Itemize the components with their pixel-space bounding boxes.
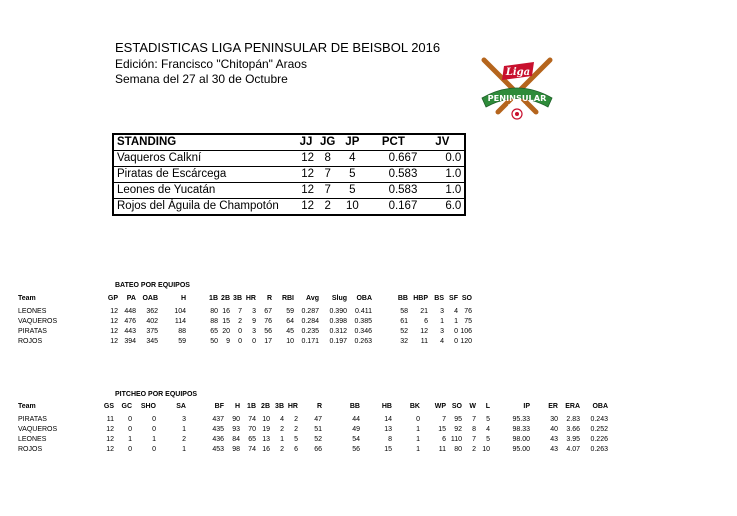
batting-cell-2b: 9 [226,338,230,345]
batting-cell-h: 88 [178,328,186,335]
batting-cell-hr: 9 [252,318,256,325]
standing-jp: 5 [338,183,366,199]
standing-jj: 12 [295,151,317,167]
batting-cell-hr: 3 [252,308,256,315]
batting-cell-bb: 52 [400,328,408,335]
pitching-cell-hb: 13 [384,426,392,433]
batting-cell-bb: 32 [400,338,408,345]
pitching-cell-wp: 11 [438,446,446,453]
pitching-cell-w: 8 [472,426,476,433]
standing-team: Piratas de Escárcega [113,167,295,183]
standing-jj: 12 [295,199,317,216]
batting-cell-avg: 0.287 [301,308,319,315]
pitching-cell-3b: 1 [280,436,284,443]
pitching-header-3b: 3B [275,403,284,410]
batting-cell-pa: 443 [124,328,136,335]
pitching-cell-2b: 19 [262,426,270,433]
batting-cell-r: 56 [264,328,272,335]
pitching-header-2b: 2B [261,403,270,410]
standing-jp: 5 [338,167,366,183]
batting-cell-slug: 0.197 [329,338,347,345]
pitching-cell-team: LEONES [18,436,47,443]
pitching-header-team: Team [18,403,36,410]
pitching-header-sa: SA [176,403,186,410]
batting-cell-so: 106 [460,328,472,335]
pitching-header-ip: IP [523,403,530,410]
pitching-cell-hr: 5 [294,436,298,443]
pitching-cell-bb: 54 [352,436,360,443]
standing-jj: 12 [295,167,317,183]
pitching-cell-er: 30 [550,416,558,423]
pitching-cell-h: 84 [232,436,240,443]
pitching-header-gs: GS [103,403,114,410]
pitching-header-wp: WP [434,403,446,410]
pitching-cell-l: 5 [486,436,490,443]
pitching-header-bb: BB [349,403,360,410]
batting-cell-team: VAQUEROS [18,318,58,325]
pitching-cell-hb: 8 [388,436,392,443]
batting-cell-sf: 1 [454,318,458,325]
batting-cell-r: 76 [264,318,272,325]
batting-cell-bb: 58 [400,308,408,315]
pitching-cell-hr: 6 [294,446,298,453]
batting-cell-hbp: 11 [420,338,428,345]
batting-cell-gp: 12 [110,308,118,315]
batting-header-bb: BB [397,295,408,302]
batting-cell-oba: 0.385 [354,318,372,325]
pitching-cell-3b: 4 [280,416,284,423]
batting-cell-sf: 4 [454,308,458,315]
pitching-cell-w: 2 [472,446,476,453]
pitching-cell-gs: 12 [106,446,114,453]
batting-row [18,317,472,327]
batting-cell-2b: 16 [222,308,230,315]
standing-row [113,199,465,216]
pitching-cell-er: 40 [550,426,558,433]
pitching-cell-er: 43 [550,446,558,453]
pitching-cell-ip: 98.33 [512,426,530,433]
pitching-header-w: W [469,403,476,410]
batting-cell-hbp: 21 [420,308,428,315]
pitching-cell-h: 98 [232,446,240,453]
pitching-header-so: SO [451,403,462,410]
standing-jv: 1.0 [420,167,465,183]
batting-cell-bs: 1 [440,318,444,325]
pitching-cell-2b: 10 [262,416,270,423]
pitching-cell-sa: 3 [182,416,186,423]
batting-cell-r: 67 [264,308,272,315]
pitching-header-h: H [234,403,240,410]
batting-cell-pa: 476 [124,318,136,325]
batting-cell-pa: 448 [124,308,136,315]
pitching-header-1b: 1B [247,403,256,410]
pitching-cell-bf: 453 [212,446,224,453]
batting-cell-sf: 0 [454,338,458,345]
batting-cell-3b: 0 [238,338,242,345]
batting-row [18,307,472,317]
standing-jg: 8 [317,151,338,167]
document-title: ESTADISTICAS LIGA PENINSULAR DE BEISBOL 2016 [115,40,441,55]
pitching-row [18,415,608,425]
batting-cell-oab: 362 [146,308,158,315]
pitching-cell-gc: 1 [128,436,132,443]
pitching-cell-l: 5 [486,416,490,423]
batting-cell-slug: 0.390 [329,308,347,315]
batting-cell-gp: 12 [110,328,118,335]
pitching-cell-bf: 437 [212,416,224,423]
batting-cell-h: 114 [174,318,186,325]
pitching-cell-sa: 1 [182,446,186,453]
pitching-cell-h: 93 [232,426,240,433]
logo-script-text: Liga [505,67,531,78]
pitching-cell-hb: 14 [384,416,392,423]
pitching-header-hb: HB [381,403,392,410]
pitching-cell-sho: 0 [152,416,156,423]
pitching-cell-oba: 0.226 [590,436,608,443]
pitching-title: PITCHEO POR EQUIPOS [115,391,198,398]
batting-cell-rbi: 64 [286,318,294,325]
batting-cell-sf: 0 [454,328,458,335]
pitching-cell-wp: 6 [442,436,446,443]
batting-cell-3b: 7 [238,308,242,315]
batting-cell-team: LEONES [18,308,47,315]
pitching-cell-gs: 12 [106,426,114,433]
pitching-header-bk: BK [409,403,420,410]
batting-cell-oba: 0.346 [354,328,372,335]
batting-header-h: H [180,295,186,302]
pitching-cell-3b: 2 [280,426,284,433]
pitching-cell-so: 80 [454,446,462,453]
batting-cell-avg: 0.284 [301,318,319,325]
batting-cell-h: 104 [174,308,186,315]
batting-cell-hbp: 6 [424,318,428,325]
batting-cell-h: 59 [178,338,186,345]
pitching-header-sho: SHO [140,403,156,410]
batting-cell-oba: 0.411 [355,308,372,315]
pitching-cell-r: 52 [314,436,322,443]
batting-cell-r: 17 [264,338,272,345]
pitching-cell-hr: 2 [294,426,298,433]
batting-cell-1b: 65 [210,328,218,335]
pitching-cell-sho: 0 [152,446,156,453]
pitching-cell-w: 7 [472,436,476,443]
batting-cell-2b: 15 [222,318,230,325]
standing-jp: 4 [338,151,366,167]
standing-pct: 0.583 [366,167,420,183]
standing-jv: 0.0 [420,151,465,167]
pitching-cell-h: 90 [232,416,240,423]
batting-cell-gp: 12 [110,338,118,345]
pitching-cell-2b: 16 [262,446,270,453]
liga-peninsular-logo [474,52,560,122]
pitching-cell-bb: 44 [352,416,360,423]
pitching-cell-ip: 98.00 [512,436,530,443]
batting-row [18,327,472,337]
standing-header-jv: JV [420,134,465,151]
batting-cell-3b: 2 [238,318,242,325]
pitching-cell-w: 7 [472,416,476,423]
batting-cell-bs: 3 [440,328,444,335]
batting-header-oba: OBA [356,295,372,302]
standing-jv: 6.0 [420,199,465,216]
pitching-cell-sho: 1 [152,436,156,443]
batting-cell-oab: 375 [146,328,158,335]
pitching-header-er: ER [548,403,558,410]
standing-pct: 0.167 [366,199,420,216]
standing-pct: 0.583 [366,183,420,199]
pitching-cell-wp: 15 [438,426,446,433]
batting-cell-rbi: 45 [286,328,294,335]
batting-header-team: Team [18,295,36,302]
standing-header-jp: JP [338,134,366,151]
batting-cell-hbp: 12 [420,328,428,335]
standing-table [112,133,466,216]
logo-main-text: PENINSULAR [487,93,547,103]
pitching-cell-gc: 0 [128,416,132,423]
pitching-cell-bk: 0 [416,416,420,423]
standing-header-pct: PCT [366,134,420,151]
batting-header-pa: PA [126,295,136,302]
batting-cell-slug: 0.398 [329,318,347,325]
standing-jg: 2 [317,199,338,216]
pitching-cell-ip: 95.33 [512,416,530,423]
standing-jv: 1.0 [420,183,465,199]
pitching-cell-so: 95 [454,416,462,423]
batting-cell-1b: 80 [210,308,218,315]
batting-header-avg: Avg [306,295,319,302]
batting-cell-hr: 0 [252,338,256,345]
pitching-cell-team: VAQUEROS [18,426,58,433]
pitching-header-l: L [485,403,490,410]
batting-cell-rbi: 10 [286,338,294,345]
logo-sub-text: DE BEISBOL [508,103,526,107]
pitching-cell-l: 10 [482,446,490,453]
standing-team: Vaqueros Calkní [113,151,295,167]
batting-cell-avg: 0.171 [301,338,319,345]
pitching-cell-1b: 65 [248,436,256,443]
pitching-cell-bk: 1 [416,436,420,443]
batting-cell-team: ROJOS [18,338,43,345]
pitching-cell-era: 4.07 [566,446,580,453]
batting-cell-oba: 0.263 [354,338,372,345]
standing-row [113,167,465,183]
pitching-cell-3b: 2 [280,446,284,453]
pitching-cell-r: 47 [314,416,322,423]
batting-cell-avg: 0.235 [301,328,319,335]
pitching-cell-bb: 49 [352,426,360,433]
batting-header-hr: HR [245,295,256,302]
batting-header-sf: SF [449,295,458,302]
batting-cell-so: 120 [460,338,472,345]
standing-header-jj: JJ [295,134,317,151]
standing-jp: 10 [338,199,366,216]
edition-line: Edición: Francisco "Chitopán" Araos [115,57,307,71]
pitching-cell-gs: 11 [106,416,114,423]
standing-jg: 7 [317,167,338,183]
pitching-table [18,402,608,455]
pitching-cell-sa: 1 [182,426,186,433]
pitching-cell-oba: 0.252 [590,426,608,433]
batting-cell-hr: 3 [252,328,256,335]
batting-header-bs: BS [434,295,444,302]
pitching-cell-1b: 74 [248,416,256,423]
pitching-cell-wp: 7 [442,416,446,423]
batting-cell-oab: 402 [146,318,158,325]
batting-cell-1b: 50 [210,338,218,345]
batting-cell-bb: 61 [400,318,408,325]
pitching-cell-era: 2.83 [566,416,580,423]
pitching-cell-so: 110 [450,436,462,443]
batting-header-r: R [266,295,272,302]
batting-cell-bs: 4 [440,338,444,345]
pitching-cell-1b: 70 [248,426,256,433]
batting-row [18,337,472,347]
batting-cell-3b: 0 [238,328,242,335]
pitching-header-r: R [316,403,322,410]
pitching-cell-hb: 15 [384,446,392,453]
pitching-cell-sa: 2 [182,436,186,443]
pitching-cell-team: ROJOS [18,446,43,453]
batting-cell-team: PIRATAS [18,328,47,335]
standing-team: Rojos del Águila de Champotón [113,199,295,216]
standing-header-jg: JG [317,134,338,151]
pitching-cell-bf: 436 [212,436,224,443]
pitching-cell-l: 4 [486,426,490,433]
batting-cell-1b: 88 [210,318,218,325]
standing-row [113,183,465,199]
pitching-row [18,435,608,445]
batting-header-gp: GP [107,295,118,302]
pitching-header-gc: GC [121,403,132,410]
pitching-cell-bk: 1 [416,446,420,453]
pitching-cell-sho: 0 [152,426,156,433]
pitching-cell-era: 3.66 [566,426,580,433]
pitching-cell-1b: 74 [248,446,256,453]
pitching-header-bf: BF [214,403,224,410]
standing-team: Leones de Yucatán [113,183,295,199]
batting-header-2b: 2B [221,295,230,302]
pitching-cell-gc: 0 [128,426,132,433]
batting-table [18,294,472,347]
batting-header-so: SO [461,295,472,302]
week-line: Semana del 27 al 30 de Octubre [115,72,288,86]
standing-pct: 0.667 [366,151,420,167]
batting-cell-rbi: 59 [286,308,294,315]
pitching-cell-oba: 0.263 [590,446,608,453]
pitching-cell-gs: 12 [106,436,114,443]
pitching-cell-team: PIRATAS [18,416,47,423]
pitching-cell-gc: 0 [128,446,132,453]
batting-header-1b: 1B [209,295,218,302]
pitching-cell-er: 43 [550,436,558,443]
pitching-cell-bb: 56 [352,446,360,453]
standing-jg: 7 [317,183,338,199]
pitching-header-row [18,402,608,412]
pitching-header-oba: OBA [592,403,608,410]
batting-header-rbi: RBI [281,295,294,302]
batting-cell-oab: 345 [146,338,158,345]
pitching-header-hr: HR [287,403,298,410]
standing-row [113,151,465,167]
standing-jj: 12 [295,183,317,199]
pitching-cell-era: 3.95 [566,436,580,443]
batting-header-oab: OAB [142,295,158,302]
batting-header-hbp: HBP [413,295,428,302]
pitching-cell-so: 92 [454,426,462,433]
pitching-row [18,445,608,455]
batting-cell-pa: 394 [124,338,136,345]
pitching-cell-bk: 1 [416,426,420,433]
pitching-cell-ip: 95.00 [512,446,530,453]
batting-cell-bs: 3 [440,308,444,315]
pitching-cell-r: 51 [314,426,322,433]
pitching-cell-hr: 2 [294,416,298,423]
batting-cell-so: 75 [464,318,472,325]
standing-header-row [113,134,465,151]
batting-cell-gp: 12 [110,318,118,325]
pitching-header-era: ERA [565,403,580,410]
batting-title: BATEO POR EQUIPOS [115,282,190,289]
pitching-cell-r: 66 [314,446,322,453]
batting-cell-slug: 0.312 [329,328,347,335]
pitching-cell-2b: 13 [262,436,270,443]
batting-cell-2b: 20 [222,328,230,335]
batting-header-3b: 3B [233,295,242,302]
pitching-cell-oba: 0.243 [590,416,608,423]
batting-header-row [18,294,472,304]
batting-cell-so: 76 [464,308,472,315]
standing-header-team: STANDING [113,134,295,151]
batting-header-slug: Slug [331,295,347,302]
pitching-row [18,425,608,435]
pitching-cell-bf: 435 [212,426,224,433]
